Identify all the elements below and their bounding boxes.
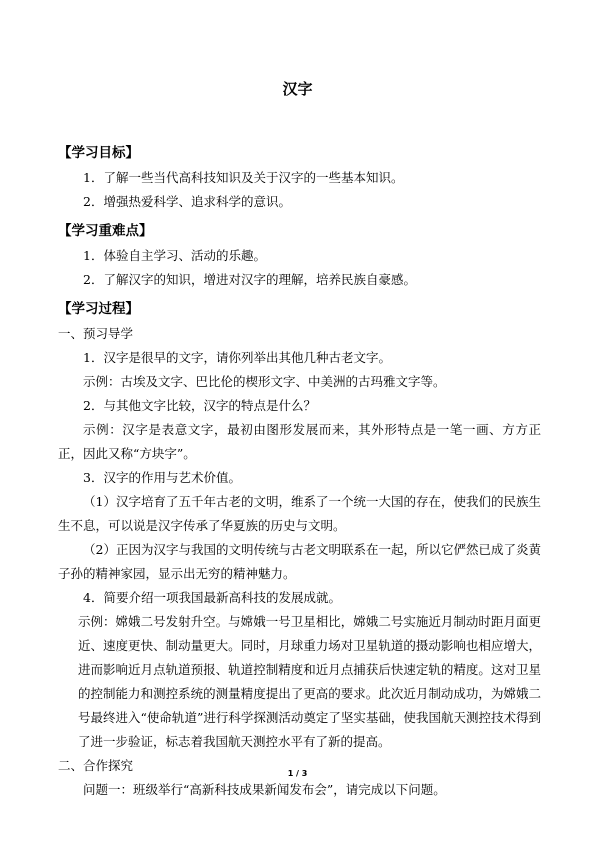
key-point-item: 2．了解汉字的知识，增进对汉字的理解，培养民族自豪感。 — [83, 272, 416, 287]
goal-item: 1．了解一些当代高科技知识及关于汉字的一些基本知识。 — [83, 170, 404, 185]
question-1-example: 示例：古埃及文字、巴比伦的楔形文字、中美洲的古玛雅文字等。 — [83, 374, 446, 389]
key-points-heading: 【学习重难点】 — [58, 223, 153, 239]
document-body — [58, 140, 541, 802]
question-3-paragraph-2: （2）正因为汉字与我国的文明传统与古老文明联系在一起，所以它俨然已成了炎黄子孙的精神家园，显示出无穷的精神魅力。 — [58, 542, 541, 581]
goals-heading: 【学习目标】 — [58, 145, 139, 161]
part1-title: 一、预习导学 — [58, 326, 134, 341]
document-title: 汉字 — [282, 80, 313, 98]
question-3-paragraph-1: （1）汉字培育了五千年古老的文明，维系了一个统一大国的存在，使我们的民族生生不息，可以说是汉字传承了华夏族的历史与文明。 — [58, 494, 541, 533]
part2-title: 二、合作探究 — [58, 758, 134, 773]
question-2-example: 示例：汉字是表意文字，最初由图形发展而来，其外形特点是一笔一画、方方正正，因此又称“方块字”。 — [58, 422, 541, 461]
question-4-example: 示例：嫦娥二号发射升空。与嫦娥一号卫星相比，嫦娥二号实施近月制动时距月面更近、速度更快、制动量更大。同时，月球重力场对卫星轨道的摄动影响也相应增大，进而影响近月点轨道预报、轨道控制精度和近月点捕获后快速定轨的精度。这对卫星的控制能力和测控系统的测量精度提出了更高的要求。此次近月制动成功，为嫦娥二号最终进入“使命轨道”进行科学探测活动奠定了坚实基础，使我国航天测控技术得到了进一步验证，标志着我国航天测控水平有了新的提高。 — [78, 614, 541, 749]
question-1: 1．汉字是很早的文字，请你列举出其他几种古老文字。 — [83, 350, 391, 365]
part2-question-1: 问题一：班级举行“高新科技成果新闻发布会”，请完成以下问题。 — [83, 782, 446, 797]
key-point-item: 1．体验自主学习、活动的乐趣。 — [83, 248, 266, 263]
goal-item: 2．增强热爱科学、追求科学的意识。 — [83, 194, 291, 209]
process-heading: 【学习过程】 — [58, 301, 139, 317]
page-number: 1 / 3 — [287, 769, 308, 778]
question-3: 3．汉字的作用与艺术价值。 — [83, 470, 241, 485]
question-4: 4．简要介绍一项我国最新高科技的发展成就。 — [83, 590, 341, 605]
question-2: 2．与其他文字比较，汉字的特点是什么？ — [83, 398, 316, 413]
